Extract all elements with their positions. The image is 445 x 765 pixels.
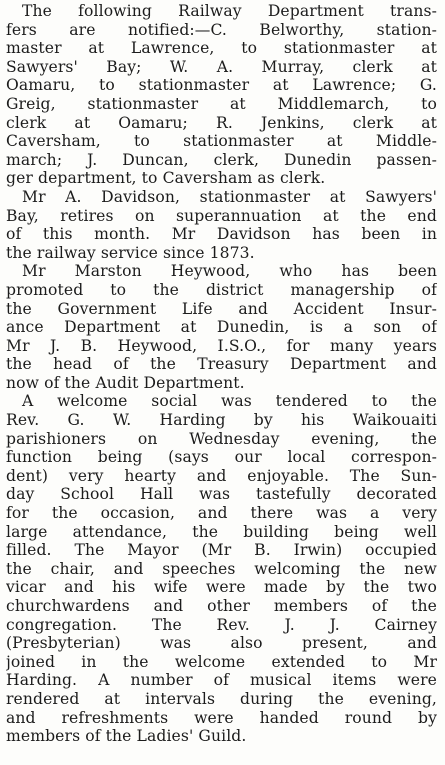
text-line: A welcome social was tendered to the [22,392,437,411]
text-line: large attendance, the building being well [6,522,437,541]
text-line: the chair, and speeches welcoming the new [6,559,437,578]
text-line: march; J. Duncan, clerk, Dunedin passen- [6,150,437,169]
text-line: Mr Marston Heywood, who has been [22,262,437,281]
text-line: of this month. Mr Davidson has been in [6,225,437,244]
text-line: Mr J. B. Heywood, I.S.O., for many years [6,336,437,355]
text-line: members of the Ladies' Guild. [6,727,247,746]
text-line: rendered at intervals during the evening, [6,689,437,708]
text-line: churchwardens and other members of the [6,597,437,615]
text-line: the Government Life and Accident Insur- [6,299,437,318]
text-line: fers are notified:—C. Belworthy, station- [6,20,437,39]
text-line: Rev. G. W. Harding by his Waikouaiti [6,411,437,430]
text-line: now of the Audit Department. [6,373,245,392]
text-line: dent) very hearty and enjoyable. The Sun- [6,466,437,485]
text-line: promoted to the district managership of [6,280,437,299]
text-line: vicar and his wife were made by the two [6,578,437,597]
text-line: Mr A. Davidson, stationmaster at Sawyers' [22,187,437,206]
text-line: congregation. The Rev. J. J. Cairney [6,615,437,634]
text-line: day School Hall was tastefully decorated [6,485,437,504]
text-line: function being (says our local correspon- [6,448,437,467]
text-line: Caversham, to stationmaster at Middle- [6,132,437,151]
paragraph-davidson-retirement [6,188,437,262]
text-line: the head of the Treasury Department and [6,355,437,374]
text-line: ance Department at Dunedin, is a son of [6,318,437,337]
text-line: The following Railway Department trans- [22,2,437,20]
paragraph-heywood-promotion [6,262,437,392]
paragraph-welcome-social [6,392,437,745]
text-line: clerk at Oamaru; R. Jenkins, clerk at [6,113,437,132]
text-line: ger department, to Caversham as clerk. [6,169,326,188]
text-line: and refreshments were handed round by [6,708,437,727]
text-line: the railway service since 1873. [6,243,255,262]
text-line: for the occasion, and there was a very [6,504,437,523]
text-line: Greig, stationmaster at Middlemarch, to [6,94,437,113]
text-line: Harding. A number of musical items were [6,671,437,690]
text-line: Sawyers' Bay; W. A. Murray, clerk at [6,57,437,76]
text-line: master at Lawrence, to stationmaster at [6,39,437,58]
text-line: Oamaru, to stationmaster at Lawrence; G. [6,76,437,95]
text-line: parishioners on Wednesday evening, the [6,429,437,448]
text-line: filled. The Mayor (Mr B. Irwin) occupied [6,541,437,560]
paragraph-railway-transfers [6,2,437,188]
text-line: Bay, retires on superannuation at the end [6,206,437,225]
text-line: joined in the welcome extended to Mr [6,652,437,671]
text-line: (Presbyterian) was also present, and [6,634,437,653]
